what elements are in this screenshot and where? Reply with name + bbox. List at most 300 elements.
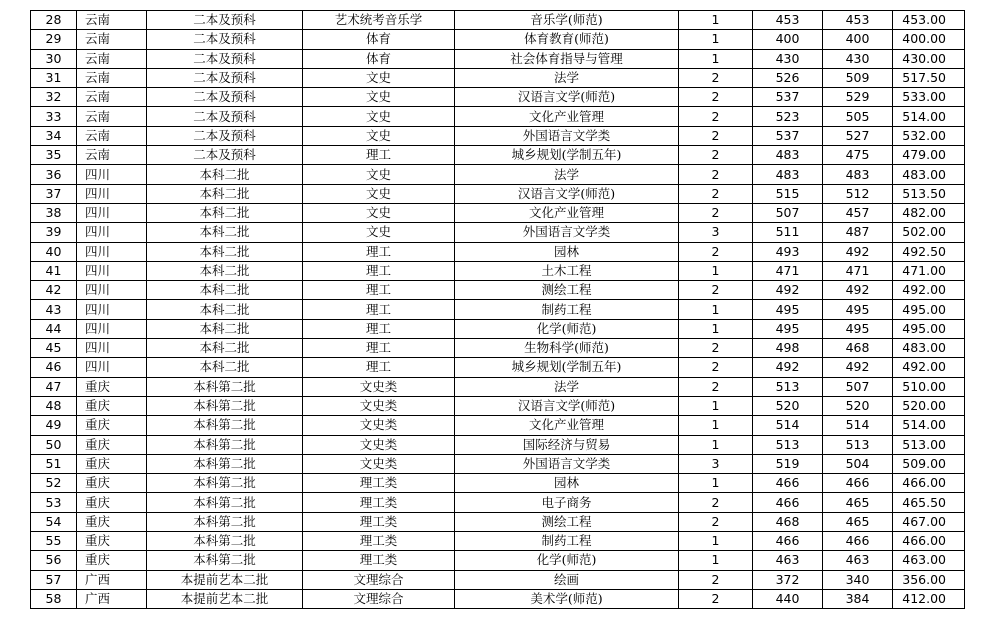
enrolled-count-cell: 1 <box>679 11 753 30</box>
avg-score-cell: 412.00 <box>893 589 965 608</box>
table-row <box>31 49 965 68</box>
table-row <box>31 165 965 184</box>
table-row <box>31 319 965 338</box>
min-score-cell: 492 <box>823 281 893 300</box>
row-number-cell: 32 <box>31 88 77 107</box>
row-number-cell: 40 <box>31 242 77 261</box>
province-cell: 重庆 <box>77 512 147 531</box>
row-number-cell: 47 <box>31 377 77 396</box>
batch-cell: 本科二批 <box>147 319 303 338</box>
row-number-cell: 41 <box>31 261 77 280</box>
table-row <box>31 416 965 435</box>
category-cell: 理工类 <box>303 532 455 551</box>
table-row <box>31 242 965 261</box>
max-score-cell: 537 <box>753 88 823 107</box>
table-row <box>31 551 965 570</box>
avg-score-cell: 510.00 <box>893 377 965 396</box>
province-cell: 四川 <box>77 358 147 377</box>
min-score-cell: 507 <box>823 377 893 396</box>
batch-cell: 二本及预科 <box>147 49 303 68</box>
max-score-cell: 495 <box>753 319 823 338</box>
major-cell: 土木工程 <box>455 261 679 280</box>
table-row <box>31 223 965 242</box>
avg-score-cell: 465.50 <box>893 493 965 512</box>
batch-cell: 二本及预科 <box>147 88 303 107</box>
max-score-cell: 514 <box>753 416 823 435</box>
min-score-cell: 466 <box>823 532 893 551</box>
avg-score-cell: 479.00 <box>893 146 965 165</box>
enrolled-count-cell: 2 <box>679 512 753 531</box>
province-cell: 四川 <box>77 300 147 319</box>
batch-cell: 本科第二批 <box>147 416 303 435</box>
category-cell: 理工 <box>303 242 455 261</box>
major-cell: 文化产业管理 <box>455 107 679 126</box>
province-cell: 重庆 <box>77 396 147 415</box>
avg-score-cell: 483.00 <box>893 165 965 184</box>
max-score-cell: 507 <box>753 203 823 222</box>
province-cell: 重庆 <box>77 416 147 435</box>
avg-score-cell: 514.00 <box>893 416 965 435</box>
batch-cell: 本科第二批 <box>147 454 303 473</box>
category-cell: 理工 <box>303 339 455 358</box>
row-number-cell: 52 <box>31 474 77 493</box>
admission-scores-sheet <box>30 10 964 609</box>
row-number-cell: 39 <box>31 223 77 242</box>
enrolled-count-cell: 2 <box>679 493 753 512</box>
category-cell: 文史类 <box>303 377 455 396</box>
category-cell: 文史 <box>303 165 455 184</box>
batch-cell: 本科第二批 <box>147 396 303 415</box>
province-cell: 云南 <box>77 11 147 30</box>
province-cell: 四川 <box>77 203 147 222</box>
category-cell: 体育 <box>303 49 455 68</box>
min-score-cell: 495 <box>823 319 893 338</box>
min-score-cell: 492 <box>823 358 893 377</box>
major-cell: 外国语言文学类 <box>455 454 679 473</box>
batch-cell: 本科二批 <box>147 339 303 358</box>
batch-cell: 本科第二批 <box>147 377 303 396</box>
category-cell: 文史 <box>303 223 455 242</box>
row-number-cell: 58 <box>31 589 77 608</box>
min-score-cell: 463 <box>823 551 893 570</box>
province-cell: 重庆 <box>77 474 147 493</box>
min-score-cell: 471 <box>823 261 893 280</box>
table-row <box>31 532 965 551</box>
max-score-cell: 526 <box>753 68 823 87</box>
row-number-cell: 57 <box>31 570 77 589</box>
enrolled-count-cell: 1 <box>679 435 753 454</box>
table-row <box>31 474 965 493</box>
category-cell: 文史 <box>303 68 455 87</box>
row-number-cell: 50 <box>31 435 77 454</box>
avg-score-cell: 482.00 <box>893 203 965 222</box>
row-number-cell: 43 <box>31 300 77 319</box>
batch-cell: 二本及预科 <box>147 11 303 30</box>
table-row <box>31 68 965 87</box>
category-cell: 文史类 <box>303 454 455 473</box>
batch-cell: 二本及预科 <box>147 30 303 49</box>
province-cell: 云南 <box>77 126 147 145</box>
row-number-cell: 37 <box>31 184 77 203</box>
province-cell: 四川 <box>77 165 147 184</box>
max-score-cell: 495 <box>753 300 823 319</box>
category-cell: 文史类 <box>303 416 455 435</box>
avg-score-cell: 400.00 <box>893 30 965 49</box>
major-cell: 电子商务 <box>455 493 679 512</box>
major-cell: 测绘工程 <box>455 281 679 300</box>
max-score-cell: 483 <box>753 146 823 165</box>
table-row <box>31 493 965 512</box>
enrolled-count-cell: 2 <box>679 68 753 87</box>
avg-score-cell: 532.00 <box>893 126 965 145</box>
max-score-cell: 466 <box>753 493 823 512</box>
avg-score-cell: 513.00 <box>893 435 965 454</box>
enrolled-count-cell: 2 <box>679 165 753 184</box>
enrolled-count-cell: 3 <box>679 223 753 242</box>
min-score-cell: 520 <box>823 396 893 415</box>
min-score-cell: 465 <box>823 493 893 512</box>
min-score-cell: 529 <box>823 88 893 107</box>
province-cell: 云南 <box>77 30 147 49</box>
table-row <box>31 358 965 377</box>
batch-cell: 本科第二批 <box>147 493 303 512</box>
batch-cell: 本科第二批 <box>147 435 303 454</box>
min-score-cell: 509 <box>823 68 893 87</box>
max-score-cell: 492 <box>753 281 823 300</box>
avg-score-cell: 514.00 <box>893 107 965 126</box>
avg-score-cell: 463.00 <box>893 551 965 570</box>
major-cell: 外国语言文学类 <box>455 126 679 145</box>
max-score-cell: 463 <box>753 551 823 570</box>
major-cell: 体育教育(师范) <box>455 30 679 49</box>
avg-score-cell: 492.50 <box>893 242 965 261</box>
enrolled-count-cell: 1 <box>679 474 753 493</box>
batch-cell: 本科第二批 <box>147 532 303 551</box>
avg-score-cell: 356.00 <box>893 570 965 589</box>
min-score-cell: 495 <box>823 300 893 319</box>
max-score-cell: 537 <box>753 126 823 145</box>
max-score-cell: 498 <box>753 339 823 358</box>
min-score-cell: 453 <box>823 11 893 30</box>
enrolled-count-cell: 1 <box>679 319 753 338</box>
batch-cell: 二本及预科 <box>147 107 303 126</box>
major-cell: 文化产业管理 <box>455 203 679 222</box>
avg-score-cell: 430.00 <box>893 49 965 68</box>
row-number-cell: 30 <box>31 49 77 68</box>
category-cell: 文史类 <box>303 435 455 454</box>
enrolled-count-cell: 1 <box>679 532 753 551</box>
province-cell: 重庆 <box>77 551 147 570</box>
enrolled-count-cell: 2 <box>679 358 753 377</box>
max-score-cell: 515 <box>753 184 823 203</box>
major-cell: 音乐学(师范) <box>455 11 679 30</box>
avg-score-cell: 495.00 <box>893 319 965 338</box>
major-cell: 法学 <box>455 165 679 184</box>
batch-cell: 本科二批 <box>147 242 303 261</box>
table-body <box>31 11 965 609</box>
min-score-cell: 465 <box>823 512 893 531</box>
enrolled-count-cell: 2 <box>679 184 753 203</box>
major-cell: 社会体育指导与管理 <box>455 49 679 68</box>
major-cell: 测绘工程 <box>455 512 679 531</box>
max-score-cell: 471 <box>753 261 823 280</box>
avg-score-cell: 513.50 <box>893 184 965 203</box>
province-cell: 重庆 <box>77 454 147 473</box>
max-score-cell: 400 <box>753 30 823 49</box>
avg-score-cell: 492.00 <box>893 358 965 377</box>
table-row <box>31 377 965 396</box>
enrolled-count-cell: 1 <box>679 416 753 435</box>
max-score-cell: 430 <box>753 49 823 68</box>
category-cell: 理工 <box>303 300 455 319</box>
batch-cell: 本科二批 <box>147 281 303 300</box>
enrolled-count-cell: 2 <box>679 570 753 589</box>
batch-cell: 本科二批 <box>147 261 303 280</box>
table-row <box>31 281 965 300</box>
province-cell: 重庆 <box>77 532 147 551</box>
min-score-cell: 400 <box>823 30 893 49</box>
min-score-cell: 468 <box>823 339 893 358</box>
enrolled-count-cell: 2 <box>679 589 753 608</box>
row-number-cell: 55 <box>31 532 77 551</box>
enrolled-count-cell: 1 <box>679 300 753 319</box>
enrolled-count-cell: 1 <box>679 551 753 570</box>
enrolled-count-cell: 1 <box>679 396 753 415</box>
table-row <box>31 30 965 49</box>
batch-cell: 本科二批 <box>147 165 303 184</box>
province-cell: 四川 <box>77 242 147 261</box>
row-number-cell: 35 <box>31 146 77 165</box>
major-cell: 城乡规划(学制五年) <box>455 358 679 377</box>
avg-score-cell: 509.00 <box>893 454 965 473</box>
major-cell: 制药工程 <box>455 532 679 551</box>
table-row <box>31 203 965 222</box>
avg-score-cell: 483.00 <box>893 339 965 358</box>
category-cell: 体育 <box>303 30 455 49</box>
enrolled-count-cell: 2 <box>679 242 753 261</box>
major-cell: 法学 <box>455 68 679 87</box>
province-cell: 云南 <box>77 88 147 107</box>
min-score-cell: 384 <box>823 589 893 608</box>
table-row <box>31 88 965 107</box>
max-score-cell: 519 <box>753 454 823 473</box>
avg-score-cell: 520.00 <box>893 396 965 415</box>
province-cell: 云南 <box>77 107 147 126</box>
row-number-cell: 33 <box>31 107 77 126</box>
min-score-cell: 527 <box>823 126 893 145</box>
avg-score-cell: 492.00 <box>893 281 965 300</box>
enrolled-count-cell: 1 <box>679 30 753 49</box>
category-cell: 文史 <box>303 88 455 107</box>
batch-cell: 本提前艺本二批 <box>147 570 303 589</box>
avg-score-cell: 466.00 <box>893 474 965 493</box>
max-score-cell: 511 <box>753 223 823 242</box>
max-score-cell: 453 <box>753 11 823 30</box>
table-row <box>31 339 965 358</box>
category-cell: 文史 <box>303 184 455 203</box>
admission-scores-table <box>30 10 965 609</box>
avg-score-cell: 453.00 <box>893 11 965 30</box>
table-row <box>31 435 965 454</box>
table-row <box>31 146 965 165</box>
max-score-cell: 513 <box>753 435 823 454</box>
province-cell: 四川 <box>77 281 147 300</box>
min-score-cell: 492 <box>823 242 893 261</box>
batch-cell: 本科第二批 <box>147 551 303 570</box>
row-number-cell: 56 <box>31 551 77 570</box>
table-row <box>31 396 965 415</box>
enrolled-count-cell: 2 <box>679 203 753 222</box>
category-cell: 文史 <box>303 107 455 126</box>
max-score-cell: 513 <box>753 377 823 396</box>
category-cell: 艺术统考音乐学 <box>303 11 455 30</box>
province-cell: 四川 <box>77 261 147 280</box>
batch-cell: 二本及预科 <box>147 126 303 145</box>
province-cell: 四川 <box>77 223 147 242</box>
min-score-cell: 475 <box>823 146 893 165</box>
row-number-cell: 28 <box>31 11 77 30</box>
province-cell: 重庆 <box>77 377 147 396</box>
batch-cell: 本科第二批 <box>147 474 303 493</box>
batch-cell: 本科二批 <box>147 223 303 242</box>
category-cell: 文史类 <box>303 396 455 415</box>
min-score-cell: 512 <box>823 184 893 203</box>
major-cell: 城乡规划(学制五年) <box>455 146 679 165</box>
category-cell: 理工类 <box>303 512 455 531</box>
major-cell: 制药工程 <box>455 300 679 319</box>
major-cell: 绘画 <box>455 570 679 589</box>
table-row <box>31 126 965 145</box>
min-score-cell: 513 <box>823 435 893 454</box>
min-score-cell: 483 <box>823 165 893 184</box>
category-cell: 文理综合 <box>303 589 455 608</box>
max-score-cell: 493 <box>753 242 823 261</box>
row-number-cell: 44 <box>31 319 77 338</box>
major-cell: 园林 <box>455 474 679 493</box>
enrolled-count-cell: 2 <box>679 88 753 107</box>
province-cell: 云南 <box>77 146 147 165</box>
major-cell: 园林 <box>455 242 679 261</box>
min-score-cell: 487 <box>823 223 893 242</box>
enrolled-count-cell: 1 <box>679 49 753 68</box>
row-number-cell: 51 <box>31 454 77 473</box>
province-cell: 重庆 <box>77 493 147 512</box>
avg-score-cell: 467.00 <box>893 512 965 531</box>
major-cell: 美术学(师范) <box>455 589 679 608</box>
batch-cell: 本科第二批 <box>147 512 303 531</box>
max-score-cell: 466 <box>753 474 823 493</box>
max-score-cell: 483 <box>753 165 823 184</box>
table-row <box>31 589 965 608</box>
avg-score-cell: 495.00 <box>893 300 965 319</box>
avg-score-cell: 502.00 <box>893 223 965 242</box>
avg-score-cell: 533.00 <box>893 88 965 107</box>
row-number-cell: 34 <box>31 126 77 145</box>
major-cell: 文化产业管理 <box>455 416 679 435</box>
province-cell: 云南 <box>77 49 147 68</box>
category-cell: 理工类 <box>303 551 455 570</box>
major-cell: 国际经济与贸易 <box>455 435 679 454</box>
table-row <box>31 512 965 531</box>
enrolled-count-cell: 2 <box>679 281 753 300</box>
major-cell: 法学 <box>455 377 679 396</box>
min-score-cell: 505 <box>823 107 893 126</box>
avg-score-cell: 471.00 <box>893 261 965 280</box>
enrolled-count-cell: 2 <box>679 126 753 145</box>
province-cell: 四川 <box>77 339 147 358</box>
province-cell: 重庆 <box>77 435 147 454</box>
row-number-cell: 49 <box>31 416 77 435</box>
row-number-cell: 31 <box>31 68 77 87</box>
enrolled-count-cell: 2 <box>679 377 753 396</box>
province-cell: 云南 <box>77 68 147 87</box>
row-number-cell: 29 <box>31 30 77 49</box>
max-score-cell: 523 <box>753 107 823 126</box>
row-number-cell: 46 <box>31 358 77 377</box>
row-number-cell: 42 <box>31 281 77 300</box>
max-score-cell: 372 <box>753 570 823 589</box>
row-number-cell: 36 <box>31 165 77 184</box>
category-cell: 文史 <box>303 203 455 222</box>
major-cell: 化学(师范) <box>455 551 679 570</box>
enrolled-count-cell: 2 <box>679 146 753 165</box>
batch-cell: 二本及预科 <box>147 146 303 165</box>
min-score-cell: 504 <box>823 454 893 473</box>
max-score-cell: 520 <box>753 396 823 415</box>
max-score-cell: 468 <box>753 512 823 531</box>
min-score-cell: 457 <box>823 203 893 222</box>
province-cell: 广西 <box>77 589 147 608</box>
row-number-cell: 38 <box>31 203 77 222</box>
category-cell: 理工类 <box>303 474 455 493</box>
category-cell: 理工 <box>303 281 455 300</box>
enrolled-count-cell: 2 <box>679 339 753 358</box>
row-number-cell: 54 <box>31 512 77 531</box>
avg-score-cell: 517.50 <box>893 68 965 87</box>
major-cell: 汉语言文学(师范) <box>455 396 679 415</box>
table-row <box>31 261 965 280</box>
category-cell: 理工 <box>303 319 455 338</box>
min-score-cell: 340 <box>823 570 893 589</box>
category-cell: 理工类 <box>303 493 455 512</box>
batch-cell: 本科二批 <box>147 184 303 203</box>
row-number-cell: 45 <box>31 339 77 358</box>
category-cell: 理工 <box>303 146 455 165</box>
category-cell: 理工 <box>303 261 455 280</box>
table-row <box>31 300 965 319</box>
table-row <box>31 454 965 473</box>
max-score-cell: 492 <box>753 358 823 377</box>
province-cell: 四川 <box>77 319 147 338</box>
table-row <box>31 11 965 30</box>
batch-cell: 本提前艺本二批 <box>147 589 303 608</box>
table-row <box>31 184 965 203</box>
max-score-cell: 466 <box>753 532 823 551</box>
batch-cell: 本科二批 <box>147 358 303 377</box>
avg-score-cell: 466.00 <box>893 532 965 551</box>
row-number-cell: 53 <box>31 493 77 512</box>
row-number-cell: 48 <box>31 396 77 415</box>
max-score-cell: 440 <box>753 589 823 608</box>
category-cell: 文理综合 <box>303 570 455 589</box>
major-cell: 汉语言文学(师范) <box>455 184 679 203</box>
major-cell: 外国语言文学类 <box>455 223 679 242</box>
batch-cell: 二本及预科 <box>147 68 303 87</box>
batch-cell: 本科二批 <box>147 300 303 319</box>
enrolled-count-cell: 2 <box>679 107 753 126</box>
province-cell: 四川 <box>77 184 147 203</box>
major-cell: 汉语言文学(师范) <box>455 88 679 107</box>
